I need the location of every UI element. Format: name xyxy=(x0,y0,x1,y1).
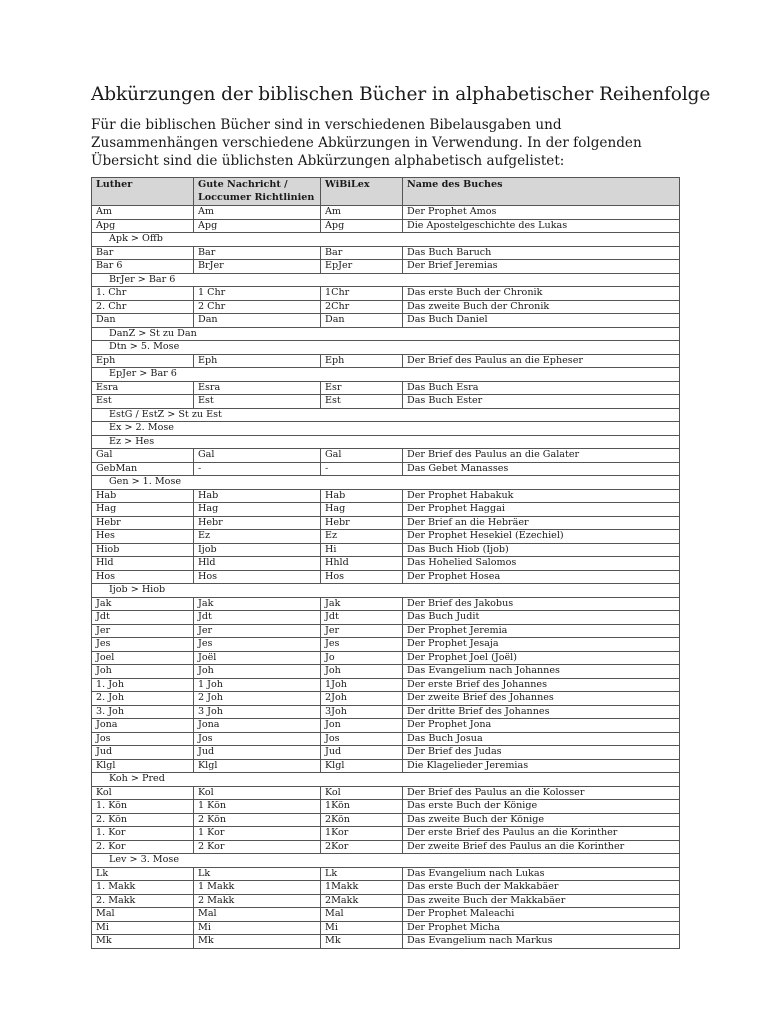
table-row xyxy=(92,678,680,692)
cell-book-name: Das zweite Buch der Makkabäer xyxy=(403,894,680,908)
cell-book-name: Das Evangelium nach Markus xyxy=(403,935,680,949)
cell-gute-nachricht: Hos xyxy=(194,570,321,584)
cross-reference-cell: Ex > 2. Mose xyxy=(92,422,680,436)
cell-luther: Jer xyxy=(92,624,194,638)
cell-luther: Joh xyxy=(92,665,194,679)
cross-reference-row xyxy=(92,773,680,787)
cell-book-name: Das Buch Josua xyxy=(403,732,680,746)
table-row xyxy=(92,219,680,233)
cell-luther: Hos xyxy=(92,570,194,584)
cross-reference-cell: Koh > Pred xyxy=(92,773,680,787)
cell-luther: Bar 6 xyxy=(92,260,194,274)
cross-reference-cell: EstG / EstZ > St zu Est xyxy=(92,408,680,422)
cross-reference-row xyxy=(92,854,680,868)
table-row xyxy=(92,813,680,827)
table-row xyxy=(92,665,680,679)
cell-wibilex: Am xyxy=(321,206,403,220)
cross-reference-cell: EpJer > Bar 6 xyxy=(92,368,680,382)
cell-gute-nachricht: Am xyxy=(194,206,321,220)
table-row xyxy=(92,827,680,841)
cell-book-name: Das zweite Buch der Chronik xyxy=(403,300,680,314)
cell-gute-nachricht: 1 Joh xyxy=(194,678,321,692)
table-row xyxy=(92,206,680,220)
cell-luther: Klgl xyxy=(92,759,194,773)
cell-luther: 2. Chr xyxy=(92,300,194,314)
cell-gute-nachricht: Jud xyxy=(194,746,321,760)
cell-gute-nachricht: Bar xyxy=(194,246,321,260)
cell-book-name: Der Prophet Joel (Joël) xyxy=(403,651,680,665)
intro-paragraph: Für die biblischen Bücher sind in verschiedenen Bibelausgaben und Zusammenhängen verschiedene Abkürzungen in Verwendung. In der folgenden Übersicht sind die üblichsten Abkürzungen alphabetisch aufgelistet: xyxy=(91,117,642,169)
table-row xyxy=(92,651,680,665)
cell-luther: 2. Kön xyxy=(92,813,194,827)
cell-luther: Hebr xyxy=(92,516,194,530)
cell-book-name: Das Buch Judit xyxy=(403,611,680,625)
cell-wibilex: Ez xyxy=(321,530,403,544)
cell-book-name: Das Hohelied Salomos xyxy=(403,557,680,571)
cross-reference-row xyxy=(92,584,680,598)
cell-wibilex: 2Makk xyxy=(321,894,403,908)
table-row xyxy=(92,516,680,530)
cell-book-name: Der Brief des Paulus an die Galater xyxy=(403,449,680,463)
cell-wibilex: Hab xyxy=(321,489,403,503)
cell-book-name: Das Evangelium nach Johannes xyxy=(403,665,680,679)
cell-wibilex: Jo xyxy=(321,651,403,665)
table-row xyxy=(92,692,680,706)
cell-luther: Mal xyxy=(92,908,194,922)
cell-book-name: Das erste Buch der Könige xyxy=(403,800,680,814)
cell-wibilex: - xyxy=(321,462,403,476)
cell-book-name: Der Prophet Jesaja xyxy=(403,638,680,652)
cell-luther: Lk xyxy=(92,867,194,881)
cell-book-name: Das Buch Esra xyxy=(403,381,680,395)
cell-gute-nachricht: Est xyxy=(194,395,321,409)
table-row xyxy=(92,570,680,584)
cell-gute-nachricht: 2 Makk xyxy=(194,894,321,908)
cell-book-name: Die Klagelieder Jeremias xyxy=(403,759,680,773)
cell-wibilex: 1Kön xyxy=(321,800,403,814)
cell-luther: Hiob xyxy=(92,543,194,557)
cell-luther: Mk xyxy=(92,935,194,949)
cell-wibilex: Jer xyxy=(321,624,403,638)
cell-luther: Hld xyxy=(92,557,194,571)
cell-wibilex: 3Joh xyxy=(321,705,403,719)
cell-book-name: Der Prophet Jeremia xyxy=(403,624,680,638)
cell-book-name: Der Prophet Maleachi xyxy=(403,908,680,922)
cell-book-name: Der erste Brief des Paulus an die Korinther xyxy=(403,827,680,841)
cell-luther: Esra xyxy=(92,381,194,395)
cell-gute-nachricht: 1 Kor xyxy=(194,827,321,841)
cell-wibilex: Hi xyxy=(321,543,403,557)
cell-gute-nachricht: Jak xyxy=(194,597,321,611)
cell-luther: Est xyxy=(92,395,194,409)
cell-luther: 1. Joh xyxy=(92,678,194,692)
cross-reference-row xyxy=(92,233,680,247)
cell-luther: Jona xyxy=(92,719,194,733)
cell-book-name: Das Buch Daniel xyxy=(403,314,680,328)
cell-gute-nachricht: Joh xyxy=(194,665,321,679)
cell-book-name: Der Prophet Jona xyxy=(403,719,680,733)
cell-wibilex: Hhld xyxy=(321,557,403,571)
cell-luther: Eph xyxy=(92,354,194,368)
cell-book-name: Das zweite Buch der Könige xyxy=(403,813,680,827)
cell-book-name: Der Brief des Paulus an die Epheser xyxy=(403,354,680,368)
page-title: Abkürzungen der biblischen Bücher in alphabetischer Reihenfolge xyxy=(91,84,711,105)
table-row xyxy=(92,597,680,611)
table-row xyxy=(92,719,680,733)
cell-wibilex: Mi xyxy=(321,921,403,935)
cell-gute-nachricht: Mi xyxy=(194,921,321,935)
cell-book-name: Der Prophet Habakuk xyxy=(403,489,680,503)
table-header-row xyxy=(92,178,680,206)
cell-book-name: Der Brief des Judas xyxy=(403,746,680,760)
table-row xyxy=(92,300,680,314)
cell-gute-nachricht: 1 Chr xyxy=(194,287,321,301)
table-row xyxy=(92,449,680,463)
table-row xyxy=(92,908,680,922)
table-row xyxy=(92,354,680,368)
cell-luther: Apg xyxy=(92,219,194,233)
cell-book-name: Der zweite Brief des Paulus an die Korinther xyxy=(403,840,680,854)
cell-gute-nachricht: 2 Chr xyxy=(194,300,321,314)
cell-gute-nachricht: Jes xyxy=(194,638,321,652)
cell-luther: Jak xyxy=(92,597,194,611)
table-row xyxy=(92,746,680,760)
cell-gute-nachricht: Gal xyxy=(194,449,321,463)
header-gute-nachricht: Gute Nachricht / Loccumer Richtlinien xyxy=(194,178,321,206)
cell-wibilex: Hebr xyxy=(321,516,403,530)
cell-gute-nachricht: Hag xyxy=(194,503,321,517)
cell-gute-nachricht: 2 Kön xyxy=(194,813,321,827)
cell-luther: Dan xyxy=(92,314,194,328)
cell-wibilex: Gal xyxy=(321,449,403,463)
cross-reference-row xyxy=(92,341,680,355)
cell-gute-nachricht: 2 Joh xyxy=(194,692,321,706)
table-row xyxy=(92,732,680,746)
cell-book-name: Das Evangelium nach Lukas xyxy=(403,867,680,881)
cell-wibilex: 1Makk xyxy=(321,881,403,895)
cell-gute-nachricht: Eph xyxy=(194,354,321,368)
cell-luther: Gal xyxy=(92,449,194,463)
table-row xyxy=(92,489,680,503)
table-row xyxy=(92,246,680,260)
cell-wibilex: Hos xyxy=(321,570,403,584)
table-row xyxy=(92,611,680,625)
cell-gute-nachricht: Esra xyxy=(194,381,321,395)
table-row xyxy=(92,638,680,652)
cell-luther: Jud xyxy=(92,746,194,760)
cell-wibilex: 2Kor xyxy=(321,840,403,854)
cell-book-name: Der Prophet Haggai xyxy=(403,503,680,517)
cell-wibilex: Eph xyxy=(321,354,403,368)
cell-gute-nachricht: Ez xyxy=(194,530,321,544)
cell-book-name: Der Prophet Micha xyxy=(403,921,680,935)
cell-luther: 2. Makk xyxy=(92,894,194,908)
cell-book-name: Der Prophet Hesekiel (Ezechiel) xyxy=(403,530,680,544)
cell-book-name: Der Brief des Paulus an die Kolosser xyxy=(403,786,680,800)
cell-gute-nachricht: BrJer xyxy=(194,260,321,274)
cross-reference-cell: Dtn > 5. Mose xyxy=(92,341,680,355)
table-row xyxy=(92,530,680,544)
table-row xyxy=(92,557,680,571)
cell-book-name: Das Gebet Manasses xyxy=(403,462,680,476)
cell-book-name: Der Brief des Jakobus xyxy=(403,597,680,611)
cell-wibilex: EpJer xyxy=(321,260,403,274)
cell-wibilex: Apg xyxy=(321,219,403,233)
cell-luther: Am xyxy=(92,206,194,220)
cross-reference-cell: Ez > Hes xyxy=(92,435,680,449)
cell-luther: Jdt xyxy=(92,611,194,625)
cell-gute-nachricht: Klgl xyxy=(194,759,321,773)
header-wibilex: WiBiLex xyxy=(321,178,403,206)
cell-gute-nachricht: Lk xyxy=(194,867,321,881)
table-row xyxy=(92,287,680,301)
header-luther: Luther xyxy=(92,178,194,206)
cell-gute-nachricht: Mal xyxy=(194,908,321,922)
table-row xyxy=(92,260,680,274)
cell-luther: Hes xyxy=(92,530,194,544)
table-header xyxy=(92,178,680,206)
table-row xyxy=(92,705,680,719)
cell-luther: Bar xyxy=(92,246,194,260)
cell-book-name: Der Prophet Amos xyxy=(403,206,680,220)
cell-gute-nachricht: 2 Kor xyxy=(194,840,321,854)
cell-wibilex: Jes xyxy=(321,638,403,652)
table-row xyxy=(92,543,680,557)
cell-gute-nachricht: Joël xyxy=(194,651,321,665)
cross-reference-row xyxy=(92,435,680,449)
cell-gute-nachricht: Hebr xyxy=(194,516,321,530)
cross-reference-row xyxy=(92,368,680,382)
cell-book-name: Das erste Buch der Makkabäer xyxy=(403,881,680,895)
cell-luther: Jes xyxy=(92,638,194,652)
cell-gute-nachricht: Hld xyxy=(194,557,321,571)
header-name-des-buches: Name des Buches xyxy=(403,178,680,206)
cell-gute-nachricht: - xyxy=(194,462,321,476)
table-row xyxy=(92,921,680,935)
cell-wibilex: Esr xyxy=(321,381,403,395)
table-body xyxy=(92,206,680,949)
cell-luther: 2. Kor xyxy=(92,840,194,854)
cell-wibilex: Jdt xyxy=(321,611,403,625)
table-row xyxy=(92,381,680,395)
table-row xyxy=(92,935,680,949)
cell-gute-nachricht: Jer xyxy=(194,624,321,638)
cell-wibilex: Hag xyxy=(321,503,403,517)
cell-gute-nachricht: Jos xyxy=(194,732,321,746)
cell-book-name: Der zweite Brief des Johannes xyxy=(403,692,680,706)
cell-luther: 2. Joh xyxy=(92,692,194,706)
cell-wibilex: Mal xyxy=(321,908,403,922)
cell-wibilex: Jos xyxy=(321,732,403,746)
cross-reference-cell: DanZ > St zu Dan xyxy=(92,327,680,341)
cell-luther: 3. Joh xyxy=(92,705,194,719)
cell-wibilex: Lk xyxy=(321,867,403,881)
cell-wibilex: Jud xyxy=(321,746,403,760)
table-row xyxy=(92,395,680,409)
cell-gute-nachricht: 3 Joh xyxy=(194,705,321,719)
cell-book-name: Das erste Buch der Chronik xyxy=(403,287,680,301)
table-row xyxy=(92,800,680,814)
table-row xyxy=(92,503,680,517)
cell-wibilex: Jak xyxy=(321,597,403,611)
cell-wibilex: 2Chr xyxy=(321,300,403,314)
cell-book-name: Das Buch Ester xyxy=(403,395,680,409)
cell-wibilex: 2Kön xyxy=(321,813,403,827)
cell-gute-nachricht: Dan xyxy=(194,314,321,328)
table-row xyxy=(92,867,680,881)
cross-reference-cell: Ijob > Hiob xyxy=(92,584,680,598)
cross-reference-cell: Gen > 1. Mose xyxy=(92,476,680,490)
cell-book-name: Das Buch Baruch xyxy=(403,246,680,260)
cell-luther: Hag xyxy=(92,503,194,517)
cell-gute-nachricht: Jdt xyxy=(194,611,321,625)
table-row xyxy=(92,894,680,908)
cell-gute-nachricht: Jona xyxy=(194,719,321,733)
cell-wibilex: Est xyxy=(321,395,403,409)
cell-book-name: Der dritte Brief des Johannes xyxy=(403,705,680,719)
cross-reference-row xyxy=(92,273,680,287)
table-row xyxy=(92,462,680,476)
cell-luther: 1. Kor xyxy=(92,827,194,841)
cell-gute-nachricht: 1 Kön xyxy=(194,800,321,814)
abbreviation-table xyxy=(91,177,680,949)
cell-wibilex: Bar xyxy=(321,246,403,260)
cell-gute-nachricht: Kol xyxy=(194,786,321,800)
cell-luther: Jos xyxy=(92,732,194,746)
cell-luther: Joel xyxy=(92,651,194,665)
cell-wibilex: Mk xyxy=(321,935,403,949)
cell-luther: 1. Makk xyxy=(92,881,194,895)
cell-book-name: Der erste Brief des Johannes xyxy=(403,678,680,692)
cross-reference-row xyxy=(92,422,680,436)
cell-luther: Kol xyxy=(92,786,194,800)
cross-reference-row xyxy=(92,327,680,341)
cell-luther: 1. Kön xyxy=(92,800,194,814)
cell-wibilex: Kol xyxy=(321,786,403,800)
cell-book-name: Das Buch Hiob (Ijob) xyxy=(403,543,680,557)
table-row xyxy=(92,314,680,328)
cell-wibilex: Jon xyxy=(321,719,403,733)
cell-gute-nachricht: 1 Makk xyxy=(194,881,321,895)
cross-reference-cell: BrJer > Bar 6 xyxy=(92,273,680,287)
cell-book-name: Die Apostelgeschichte des Lukas xyxy=(403,219,680,233)
cell-gute-nachricht: Ijob xyxy=(194,543,321,557)
cell-luther: Hab xyxy=(92,489,194,503)
cell-wibilex: 1Kor xyxy=(321,827,403,841)
cell-luther: Mi xyxy=(92,921,194,935)
cell-wibilex: 1Joh xyxy=(321,678,403,692)
table-row xyxy=(92,759,680,773)
cell-wibilex: Klgl xyxy=(321,759,403,773)
cross-reference-cell: Lev > 3. Mose xyxy=(92,854,680,868)
cross-reference-cell: Apk > Offb xyxy=(92,233,680,247)
cell-wibilex: 1Chr xyxy=(321,287,403,301)
cell-wibilex: 2Joh xyxy=(321,692,403,706)
cell-luther: 1. Chr xyxy=(92,287,194,301)
cross-reference-row xyxy=(92,476,680,490)
cross-reference-row xyxy=(92,408,680,422)
cell-luther: GebMan xyxy=(92,462,194,476)
cell-gute-nachricht: Hab xyxy=(194,489,321,503)
table-row xyxy=(92,840,680,854)
cell-book-name: Der Brief an die Hebräer xyxy=(403,516,680,530)
table-row xyxy=(92,624,680,638)
cell-gute-nachricht: Mk xyxy=(194,935,321,949)
cell-book-name: Der Prophet Hosea xyxy=(403,570,680,584)
cell-book-name: Der Brief Jeremias xyxy=(403,260,680,274)
table-row xyxy=(92,786,680,800)
cell-gute-nachricht: Apg xyxy=(194,219,321,233)
cell-wibilex: Dan xyxy=(321,314,403,328)
cell-wibilex: Joh xyxy=(321,665,403,679)
table-row xyxy=(92,881,680,895)
